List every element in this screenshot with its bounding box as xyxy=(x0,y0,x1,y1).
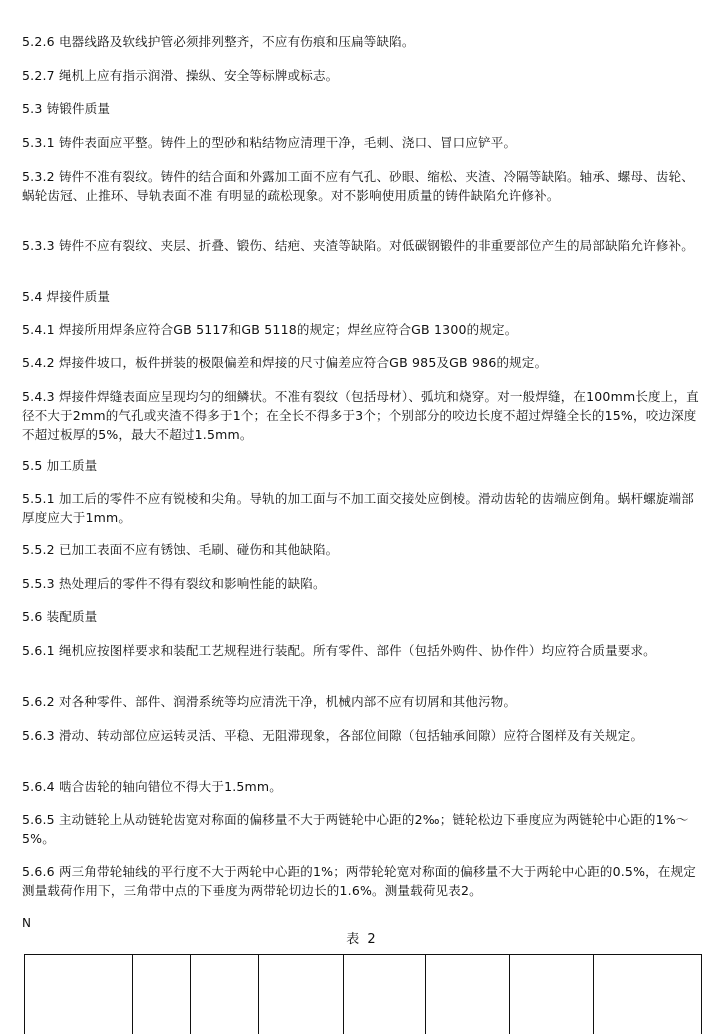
table-column-divider xyxy=(593,955,594,1034)
clause-5-3-3: 5.3.3 铸件不应有裂纹、夹层、折叠、锻伤、结疤、夹渣等缺陷。对低碳钢锻件的非重要部位产生的局部缺陷允许修补。 xyxy=(22,238,694,253)
table-column-divider xyxy=(343,955,344,1034)
clause-5-3-1: 5.3.1 铸件表面应平整。铸件上的型砂和粘结物应清理干净，毛刺、浇口、冒口应铲平。 xyxy=(22,135,517,150)
heading-5-5: 5.5 加工质量 xyxy=(22,458,98,473)
table-2-title: 表 2 xyxy=(346,932,378,947)
table-column-divider xyxy=(258,955,259,1034)
table-2-frame xyxy=(24,954,702,1034)
clause-5-6-2: 5.6.2 对各种零件、部件、润滑系统等均应清洗干净，机械内部不应有切屑和其他污物。 xyxy=(22,694,517,709)
clause-5-5-1: 5.5.1 加工后的零件不应有锐棱和尖角。导轨的加工面与不加工面交接处应倒棱。滑动齿轮的齿端应倒角。蜗杆螺旋端部厚度应大于1mm。 xyxy=(22,491,694,525)
clause-5-6-4: 5.6.4 啮合齿轮的轴向错位不得大于1.5mm。 xyxy=(22,779,283,794)
heading-5-3: 5.3 铸锻件质量 xyxy=(22,101,111,116)
clause-5-5-3: 5.5.3 热处理后的零件不得有裂纹和影响性能的缺陷。 xyxy=(22,576,326,591)
table-column-divider xyxy=(190,955,191,1034)
clause-5-6-3: 5.6.3 滑动、转动部位应运转灵活、平稳、无阻滞现象，各部位间隙（包括轴承间隙）应符合图样及有关规定。 xyxy=(22,728,644,743)
clause-5-6-5: 5.6.5 主动链轮上从动链轮齿宽对称面的偏移量不大于两链轮中心距的2‰；链轮松边下垂度应为两链轮中心距的1%～5%。 xyxy=(22,812,689,846)
clause-5-3-2: 5.3.2 铸件不准有裂纹。铸件的结合面和外露加工面不应有气孔、砂眼、缩松、夹渣、冷隔等缺陷。轴承、螺母、齿轮、蜗轮齿冠、止推环、导轨表面不准 有明显的疏松现象。对不影响使用质量的铸件缺陷允许修补。 xyxy=(22,169,694,203)
clause-5-4-1: 5.4.1 焊接所用焊条应符合GB 5117和GB 5118的规定；焊丝应符合GB 1300的规定。 xyxy=(22,322,518,337)
heading-5-6: 5.6 装配质量 xyxy=(22,609,98,624)
clause-5-4-3: 5.4.3 焊接件焊缝表面应呈现均匀的细鳞状。不准有裂纹（包括母材）、弧坑和烧穿。对一般焊缝，在100mm长度上，直径不大于2mm的气孔或夹渣不得多于1个；在全长不得多于3个；个别部分的咬边长度不超过焊缝全长的15%，咬边深度不超过板厚的5%，最大不超过1.5mm。 xyxy=(22,389,699,442)
note-mark: N xyxy=(22,916,31,930)
clause-5-2-7: 5.2.7 绳机上应有指示润滑、操纵、安全等标牌或标志。 xyxy=(22,68,339,83)
heading-5-4: 5.4 焊接件质量 xyxy=(22,289,111,304)
clause-5-5-2: 5.5.2 已加工表面不应有锈蚀、毛刷、碰伤和其他缺陷。 xyxy=(22,542,339,557)
table-column-divider xyxy=(132,955,133,1034)
clause-5-4-2: 5.4.2 焊接件坡口，板件拼装的极限偏差和焊接的尺寸偏差应符合GB 985及GB 986的规定。 xyxy=(22,355,548,370)
table-column-divider xyxy=(425,955,426,1034)
table-column-divider xyxy=(509,955,510,1034)
clause-5-2-6: 5.2.6 电器线路及软线护管必须排列整齐，不应有伤痕和压扁等缺陷。 xyxy=(22,34,415,49)
clause-5-6-1: 5.6.1 绳机应按图样要求和装配工艺规程进行装配。所有零件、部件（包括外购件、协作件）均应符合质量要求。 xyxy=(22,643,656,658)
clause-5-6-6: 5.6.6 两三角带轮轴线的平行度不大于两轮中心距的1%；两带轮轮宽对称面的偏移量不大于两轮中心距的0.5%，在规定测量载荷作用下，三角带中点的下垂度为两带轮切边长的1.6%。测量载荷见表2。 xyxy=(22,864,696,898)
